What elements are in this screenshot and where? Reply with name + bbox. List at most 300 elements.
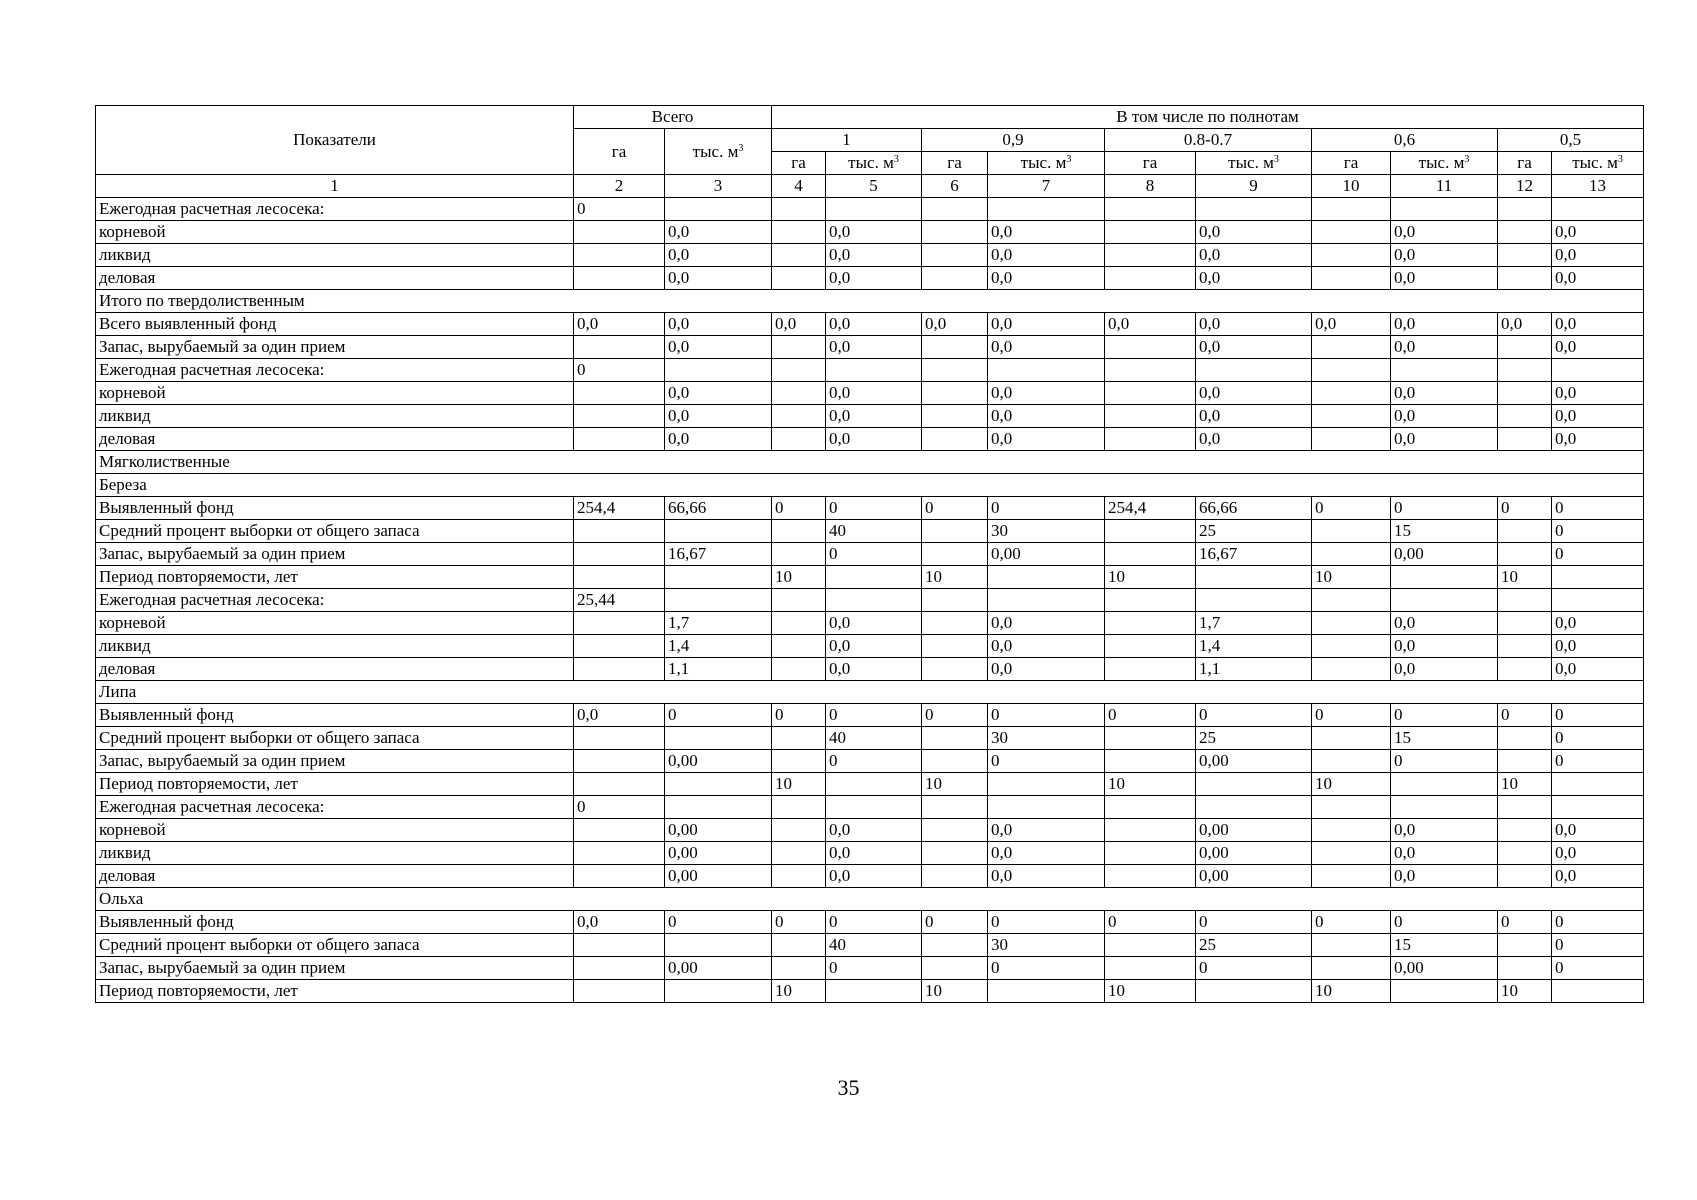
- table-row: [96, 819, 1644, 842]
- table-cell: 25: [1196, 520, 1312, 543]
- table-cell: 30: [988, 727, 1105, 750]
- table-cell: [1105, 405, 1196, 428]
- table-cell: [1498, 635, 1552, 658]
- table-cell: 0: [772, 704, 826, 727]
- table-cell: 0,0: [574, 911, 665, 934]
- column-number: 12: [1498, 175, 1552, 198]
- table-cell: 0,0: [1552, 658, 1644, 681]
- header-density-5: 0,5: [1498, 129, 1644, 152]
- table-cell: 0: [574, 796, 665, 819]
- table-cell: 0: [988, 750, 1105, 773]
- table-cell: [1498, 405, 1552, 428]
- table-cell: [1312, 198, 1391, 221]
- table-cell: 0,0: [1196, 382, 1312, 405]
- table-cell: 40: [826, 934, 922, 957]
- header-unit-vol: [988, 152, 1105, 175]
- table-cell: 0,0: [922, 313, 988, 336]
- table-cell: [1312, 934, 1391, 957]
- table-cell: [1312, 635, 1391, 658]
- row-label: деловая: [96, 658, 574, 681]
- table-cell: [922, 221, 988, 244]
- table-cell: [1196, 773, 1312, 796]
- table-row: [96, 336, 1644, 359]
- row-label: ликвид: [96, 635, 574, 658]
- section-row: [96, 888, 1644, 911]
- table-cell: [1312, 957, 1391, 980]
- table-cell: 1,7: [1196, 612, 1312, 635]
- unit-vol-text: тыс. м: [1572, 153, 1618, 172]
- table-row: [96, 957, 1644, 980]
- table-cell: [922, 750, 988, 773]
- table-cell: [1498, 520, 1552, 543]
- table-cell: [826, 796, 922, 819]
- table-cell: [772, 267, 826, 290]
- row-label: Ежегодная расчетная лесосека:: [96, 589, 574, 612]
- table-cell: [1105, 635, 1196, 658]
- table-cell: 0,0: [665, 313, 772, 336]
- table-cell: [1391, 198, 1498, 221]
- row-label: Ежегодная расчетная лесосека:: [96, 359, 574, 382]
- table-cell: 0,0: [988, 635, 1105, 658]
- table-cell: 0: [574, 198, 665, 221]
- table-cell: 0,0: [988, 382, 1105, 405]
- table-cell: [1105, 796, 1196, 819]
- table-row: [96, 359, 1644, 382]
- table-cell: [922, 796, 988, 819]
- table-cell: [1498, 750, 1552, 773]
- table-cell: 10: [1498, 773, 1552, 796]
- table-cell: [1498, 612, 1552, 635]
- table-cell: 10: [1498, 566, 1552, 589]
- table-cell: 10: [1105, 773, 1196, 796]
- unit-vol-text: тыс. м: [692, 141, 739, 161]
- table-cell: 1,1: [1196, 658, 1312, 681]
- table-cell: [1196, 980, 1312, 1003]
- table-cell: 0: [826, 704, 922, 727]
- table-cell: 0: [1552, 934, 1644, 957]
- table-cell: [988, 773, 1105, 796]
- table-cell: 0: [922, 704, 988, 727]
- column-number: 1: [96, 175, 574, 198]
- table-cell: 10: [922, 566, 988, 589]
- section-label: Береза: [96, 474, 1644, 497]
- table-cell: [1312, 244, 1391, 267]
- table-cell: 0,0: [665, 382, 772, 405]
- table-row: [96, 658, 1644, 681]
- header-total: Всего: [574, 106, 772, 129]
- table-cell: 0,0: [1391, 658, 1498, 681]
- table-cell: 0,0: [826, 819, 922, 842]
- row-label: ликвид: [96, 244, 574, 267]
- table-row: [96, 405, 1644, 428]
- table-cell: [772, 819, 826, 842]
- row-label: Запас, вырубаемый за один прием: [96, 336, 574, 359]
- table-cell: [574, 842, 665, 865]
- header-unit-vol: [1552, 152, 1644, 175]
- table-cell: [1105, 267, 1196, 290]
- table-cell: [1105, 957, 1196, 980]
- table-cell: [1105, 589, 1196, 612]
- table-cell: 0,0: [665, 221, 772, 244]
- table-cell: 0: [1196, 957, 1312, 980]
- table-cell: [574, 221, 665, 244]
- table-cell: [772, 957, 826, 980]
- table-cell: [922, 819, 988, 842]
- row-label: корневой: [96, 612, 574, 635]
- table-cell: 1,1: [665, 658, 772, 681]
- table-cell: [574, 957, 665, 980]
- table-cell: [772, 865, 826, 888]
- table-row: [96, 428, 1644, 451]
- table-cell: [1498, 244, 1552, 267]
- table-cell: [574, 520, 665, 543]
- header-indicators: Показатели: [96, 106, 574, 175]
- table-cell: 0,0: [1196, 244, 1312, 267]
- table-cell: 0,0: [988, 658, 1105, 681]
- table-cell: 0: [665, 911, 772, 934]
- table-cell: [574, 612, 665, 635]
- table-cell: 0,0: [1552, 221, 1644, 244]
- unit-vol-sup: 3: [1066, 154, 1072, 165]
- table-cell: 0,0: [1552, 382, 1644, 405]
- table-row: [96, 704, 1644, 727]
- section-label: Липа: [96, 681, 1644, 704]
- table-cell: 0,0: [826, 635, 922, 658]
- row-label: деловая: [96, 267, 574, 290]
- column-number: 8: [1105, 175, 1196, 198]
- page-number: 35: [837, 1075, 860, 1100]
- table-cell: 0,00: [1196, 819, 1312, 842]
- table-cell: [772, 336, 826, 359]
- row-label: корневой: [96, 819, 574, 842]
- header-unit-ha: га: [1105, 152, 1196, 175]
- table-cell: 15: [1391, 520, 1498, 543]
- table-cell: [1105, 750, 1196, 773]
- table-cell: 0,0: [772, 313, 826, 336]
- table-cell: [922, 612, 988, 635]
- table-cell: 0: [988, 497, 1105, 520]
- row-label: Ежегодная расчетная лесосека:: [96, 796, 574, 819]
- table-cell: 0: [1391, 911, 1498, 934]
- table-cell: [574, 428, 665, 451]
- table-cell: [665, 727, 772, 750]
- table-cell: 0: [1552, 704, 1644, 727]
- table-cell: [574, 566, 665, 589]
- table-cell: 1,4: [1196, 635, 1312, 658]
- table-cell: [1498, 336, 1552, 359]
- table-cell: 0,0: [1391, 635, 1498, 658]
- table-cell: [772, 221, 826, 244]
- header-unit-ha: га: [1498, 152, 1552, 175]
- table-cell: [772, 198, 826, 221]
- table-row: [96, 865, 1644, 888]
- table-cell: [574, 727, 665, 750]
- table-cell: [1105, 842, 1196, 865]
- table-cell: 10: [772, 980, 826, 1003]
- table-cell: 0,0: [1196, 221, 1312, 244]
- table-cell: 15: [1391, 727, 1498, 750]
- table-row: [96, 635, 1644, 658]
- table-cell: [574, 750, 665, 773]
- table-cell: 0,0: [826, 267, 922, 290]
- table-cell: [922, 382, 988, 405]
- table-cell: 0,0: [1391, 313, 1498, 336]
- table-cell: 0,00: [1196, 865, 1312, 888]
- table-cell: [988, 980, 1105, 1003]
- table-cell: [826, 773, 922, 796]
- table-cell: [922, 658, 988, 681]
- table-cell: [922, 865, 988, 888]
- table-cell: [1552, 796, 1644, 819]
- table-cell: [574, 934, 665, 957]
- table-cell: 0,0: [1391, 428, 1498, 451]
- table-cell: 0: [1498, 497, 1552, 520]
- table-cell: 0,0: [826, 336, 922, 359]
- section-row: [96, 451, 1644, 474]
- table-cell: 0,0: [988, 428, 1105, 451]
- table-cell: [922, 957, 988, 980]
- table-row: [96, 934, 1644, 957]
- row-label: Выявленный фонд: [96, 704, 574, 727]
- section-row: [96, 290, 1644, 313]
- table-cell: 0,0: [665, 405, 772, 428]
- table-cell: 0,00: [665, 842, 772, 865]
- table-cell: 0,0: [988, 221, 1105, 244]
- table-cell: 0,0: [988, 244, 1105, 267]
- table-row: [96, 198, 1644, 221]
- table-cell: [826, 566, 922, 589]
- table-cell: 0: [1552, 520, 1644, 543]
- table-cell: [1498, 198, 1552, 221]
- table-cell: 0,0: [1552, 428, 1644, 451]
- table-body: [96, 198, 1644, 1003]
- table-cell: [1312, 727, 1391, 750]
- table-cell: [772, 750, 826, 773]
- table-cell: 0,0: [574, 313, 665, 336]
- table-cell: [988, 198, 1105, 221]
- table-cell: [665, 566, 772, 589]
- table-cell: [1391, 589, 1498, 612]
- table-cell: [1312, 267, 1391, 290]
- table-cell: [1498, 589, 1552, 612]
- table-cell: [772, 842, 826, 865]
- table-cell: 25: [1196, 934, 1312, 957]
- table-cell: [772, 543, 826, 566]
- table-cell: [1498, 842, 1552, 865]
- table-cell: [1498, 658, 1552, 681]
- row-label: деловая: [96, 428, 574, 451]
- table-cell: 0,0: [1552, 842, 1644, 865]
- table-cell: [1312, 750, 1391, 773]
- table-cell: 10: [1105, 980, 1196, 1003]
- table-cell: [665, 980, 772, 1003]
- table-cell: [574, 658, 665, 681]
- table-cell: 0,00: [988, 543, 1105, 566]
- row-label: Запас, вырубаемый за один прием: [96, 957, 574, 980]
- table-cell: 10: [772, 566, 826, 589]
- row-label: Ежегодная расчетная лесосека:: [96, 198, 574, 221]
- row-label: Средний процент выборки от общего запаса: [96, 727, 574, 750]
- table-cell: 0,0: [1552, 313, 1644, 336]
- table-cell: 0,0: [826, 842, 922, 865]
- table-cell: 0,00: [665, 865, 772, 888]
- unit-vol-sup: 3: [1464, 154, 1470, 165]
- table-cell: 0,0: [1391, 405, 1498, 428]
- table-cell: 0,0: [826, 244, 922, 267]
- table-cell: [1312, 359, 1391, 382]
- table-cell: 0,0: [1391, 336, 1498, 359]
- table-cell: [1391, 359, 1498, 382]
- table-cell: 0: [826, 750, 922, 773]
- table-cell: [1498, 819, 1552, 842]
- table-cell: [922, 842, 988, 865]
- table-cell: [1196, 359, 1312, 382]
- table-cell: 0: [1391, 750, 1498, 773]
- table-cell: 0,0: [1552, 865, 1644, 888]
- row-label: Запас, вырубаемый за один прием: [96, 750, 574, 773]
- table-cell: 0,0: [1391, 267, 1498, 290]
- column-number: 11: [1391, 175, 1498, 198]
- table-cell: 10: [1498, 980, 1552, 1003]
- table-cell: [1552, 198, 1644, 221]
- table-cell: 0,0: [988, 865, 1105, 888]
- table-cell: [574, 543, 665, 566]
- table-cell: 0: [1312, 497, 1391, 520]
- table-cell: [1312, 221, 1391, 244]
- table-cell: [1312, 382, 1391, 405]
- table-cell: [665, 796, 772, 819]
- table-cell: [1105, 658, 1196, 681]
- table-cell: [665, 520, 772, 543]
- table-cell: 0,0: [665, 428, 772, 451]
- table-cell: [922, 520, 988, 543]
- table-row: [96, 313, 1644, 336]
- table-cell: 0,0: [1552, 405, 1644, 428]
- table-cell: [922, 198, 988, 221]
- table-cell: 0,0: [1552, 336, 1644, 359]
- table-cell: [574, 267, 665, 290]
- table-row: [96, 267, 1644, 290]
- document-sheet: [95, 105, 1643, 1003]
- table-cell: 0,0: [988, 336, 1105, 359]
- table-cell: 0,0: [1552, 635, 1644, 658]
- header-unit-vol: [1196, 152, 1312, 175]
- table-cell: 0,0: [826, 382, 922, 405]
- unit-vol-sup: 3: [738, 142, 744, 154]
- table-cell: [1391, 980, 1498, 1003]
- table-cell: [1391, 796, 1498, 819]
- header-unit-ha: га: [772, 152, 826, 175]
- table-cell: [1552, 980, 1644, 1003]
- unit-vol-text: тыс. м: [1228, 153, 1274, 172]
- table-cell: 0,0: [988, 612, 1105, 635]
- table-cell: 0,0: [988, 842, 1105, 865]
- table-cell: [922, 336, 988, 359]
- table-cell: [1105, 428, 1196, 451]
- row-label: Период повторяемости, лет: [96, 980, 574, 1003]
- table-cell: 30: [988, 520, 1105, 543]
- table-cell: [772, 359, 826, 382]
- table-cell: [665, 198, 772, 221]
- table-cell: [826, 589, 922, 612]
- table-cell: [1312, 819, 1391, 842]
- table-cell: 10: [1312, 980, 1391, 1003]
- table-cell: 0: [1552, 727, 1644, 750]
- table-cell: 0: [1552, 957, 1644, 980]
- table-cell: 0: [1105, 704, 1196, 727]
- table-cell: 0,00: [1391, 957, 1498, 980]
- table-cell: 0,0: [1196, 405, 1312, 428]
- table-cell: [1498, 865, 1552, 888]
- table-cell: [922, 244, 988, 267]
- table-cell: 1,7: [665, 612, 772, 635]
- table-cell: [1105, 819, 1196, 842]
- column-number: 2: [574, 175, 665, 198]
- table-cell: [826, 198, 922, 221]
- table-cell: [922, 428, 988, 451]
- table-cell: [772, 244, 826, 267]
- table-cell: 16,67: [665, 543, 772, 566]
- table-cell: [574, 635, 665, 658]
- table-cell: [1312, 842, 1391, 865]
- section-label: Мягколиственные: [96, 451, 1644, 474]
- table-cell: [1105, 221, 1196, 244]
- table-cell: [1105, 865, 1196, 888]
- column-number: 3: [665, 175, 772, 198]
- table-cell: 0,0: [826, 313, 922, 336]
- row-label: Запас, вырубаемый за один прием: [96, 543, 574, 566]
- table-cell: [1552, 359, 1644, 382]
- table-row: [96, 980, 1644, 1003]
- table-cell: 10: [922, 773, 988, 796]
- unit-vol-sup: 3: [1273, 154, 1279, 165]
- table-cell: 1,4: [665, 635, 772, 658]
- row-label: Период повторяемости, лет: [96, 566, 574, 589]
- table-cell: 0: [826, 497, 922, 520]
- table-cell: [1196, 198, 1312, 221]
- table-cell: [1196, 566, 1312, 589]
- table-row: [96, 796, 1644, 819]
- table-cell: 0,00: [1391, 543, 1498, 566]
- table-cell: [1312, 405, 1391, 428]
- column-number: 5: [826, 175, 922, 198]
- row-label: Выявленный фонд: [96, 911, 574, 934]
- column-number: 13: [1552, 175, 1644, 198]
- table-cell: 0,0: [665, 244, 772, 267]
- table-cell: 0,0: [1196, 267, 1312, 290]
- table-cell: 254,4: [574, 497, 665, 520]
- table-cell: [665, 934, 772, 957]
- table-cell: [1498, 957, 1552, 980]
- table-cell: 0,00: [1196, 842, 1312, 865]
- table-cell: 0,0: [1391, 819, 1498, 842]
- table-cell: 0: [1552, 750, 1644, 773]
- table-cell: 0: [826, 957, 922, 980]
- table-cell: 10: [1312, 773, 1391, 796]
- table-cell: 0,0: [665, 267, 772, 290]
- table-cell: 15: [1391, 934, 1498, 957]
- unit-vol-sup: 3: [893, 154, 899, 165]
- table-cell: [1498, 543, 1552, 566]
- table-cell: 0,00: [665, 957, 772, 980]
- table-cell: [922, 635, 988, 658]
- header-total-ha: га: [574, 129, 665, 175]
- table-cell: [1498, 796, 1552, 819]
- table-cell: [1105, 543, 1196, 566]
- table-cell: 0,0: [1391, 842, 1498, 865]
- table-cell: [1312, 520, 1391, 543]
- table-cell: 0: [1498, 704, 1552, 727]
